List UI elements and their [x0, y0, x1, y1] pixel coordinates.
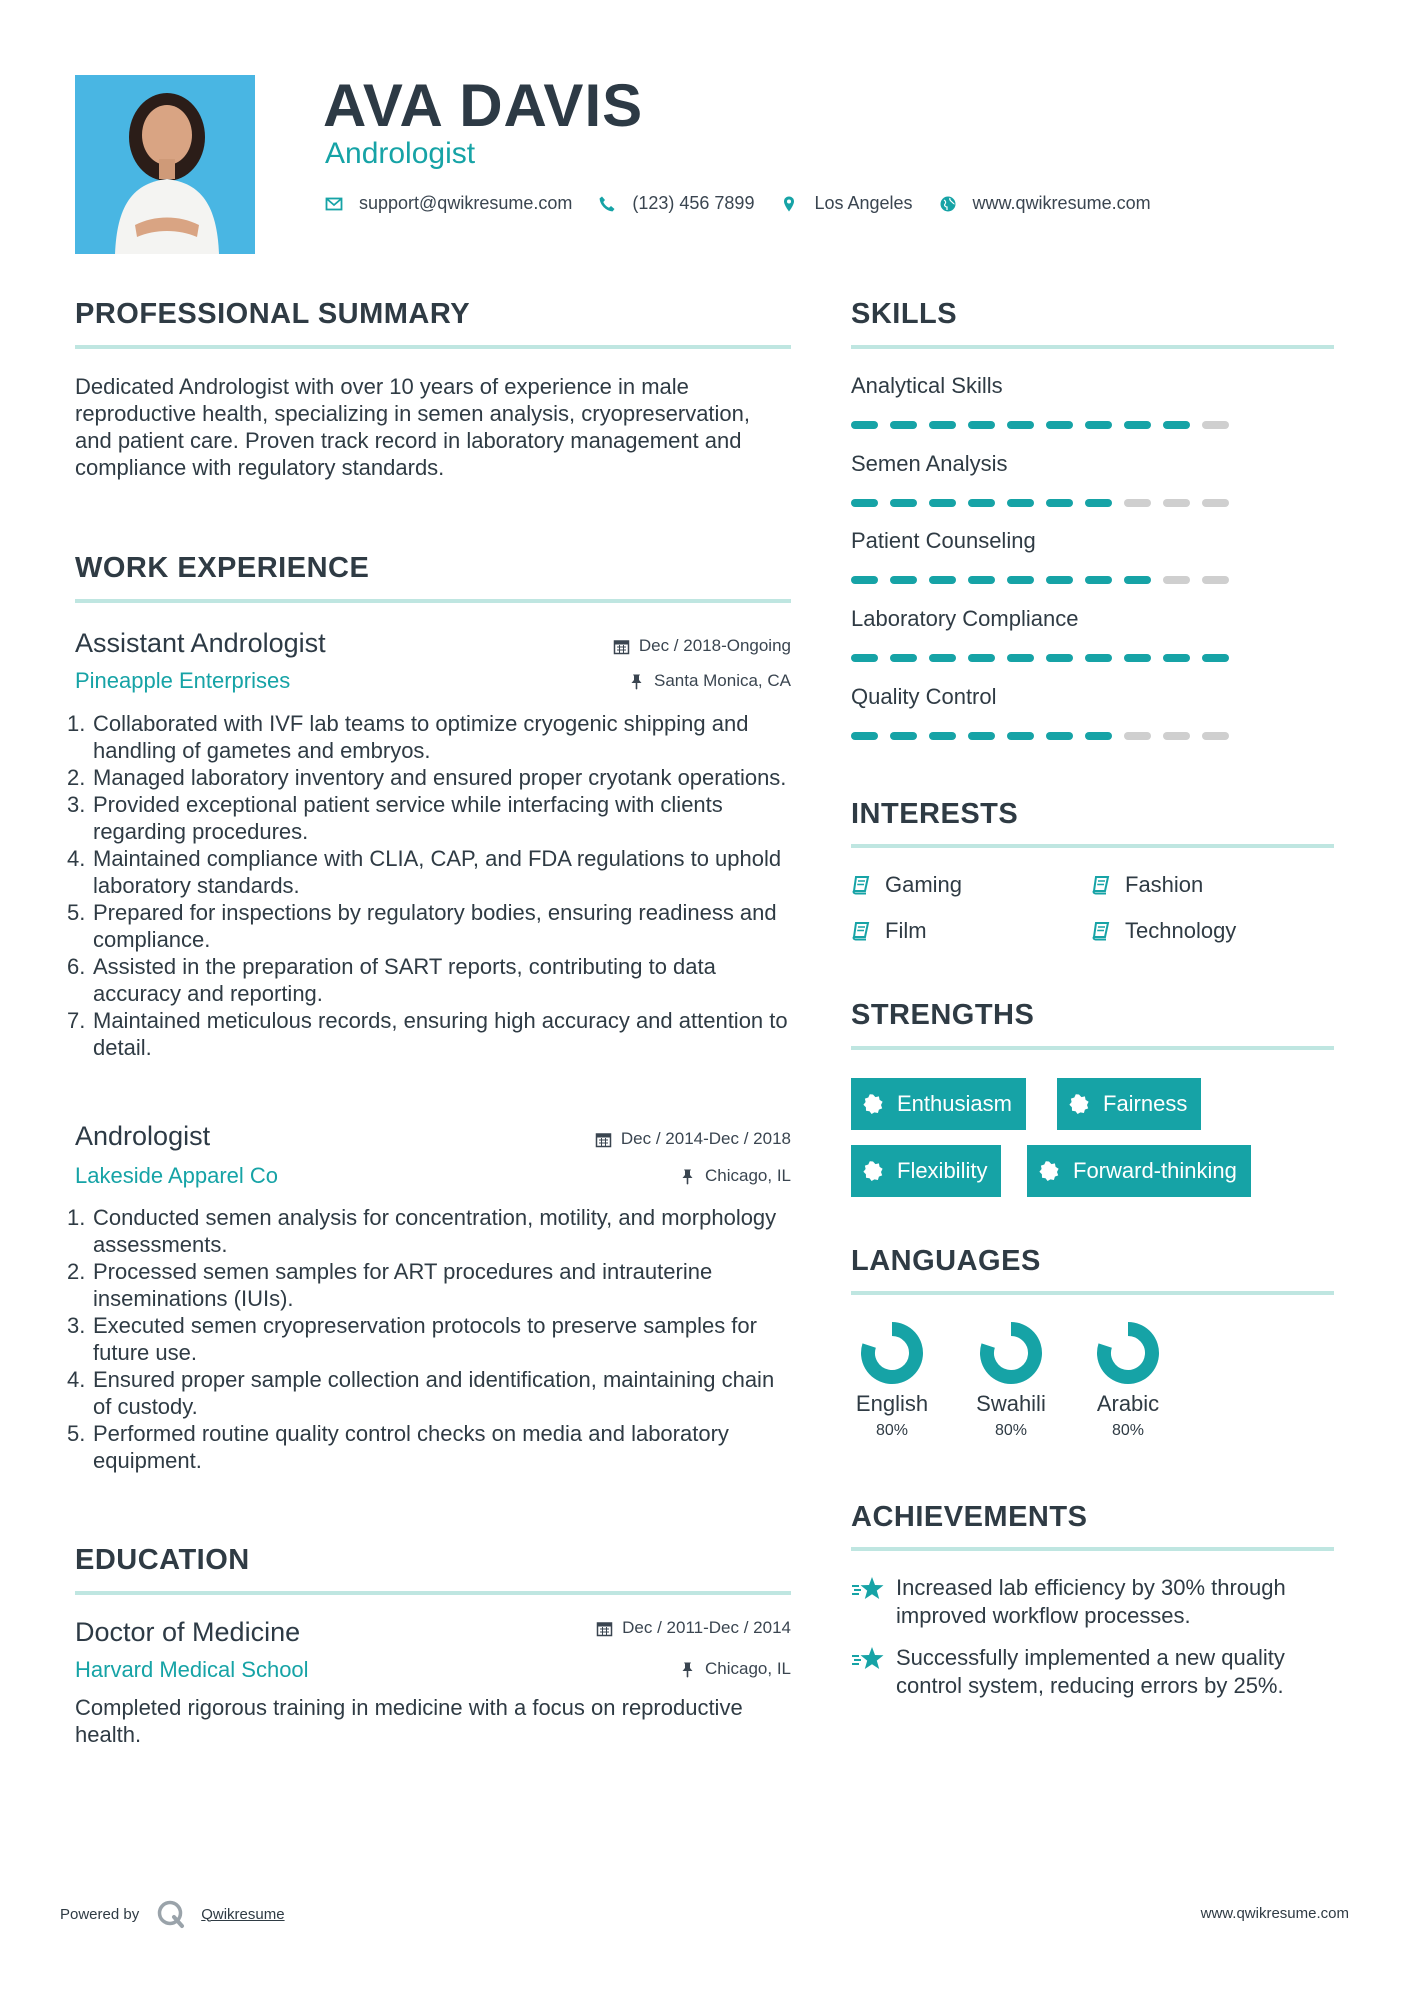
shooting-star-icon	[851, 1576, 885, 1602]
language-proficiency-arc	[868, 1329, 916, 1377]
job-bullet: Assisted in the preparation of SART reports, contributing to data accuracy and reporting.	[93, 954, 716, 1006]
skill-segment-filled	[890, 654, 917, 662]
skill-segment-filled	[851, 654, 878, 662]
skill-segment-filled	[1085, 499, 1112, 507]
badge-icon	[863, 1094, 883, 1114]
skill-segment-filled	[890, 499, 917, 507]
skill-name: Patient Counseling	[851, 528, 1036, 553]
book-icon	[1091, 921, 1111, 941]
job-location-text: Santa Monica, CA	[653, 671, 791, 690]
skill-segment-filled	[1046, 654, 1073, 662]
language-item	[1086, 1318, 1170, 1442]
language-ring	[1093, 1318, 1163, 1388]
experience-divider	[75, 599, 791, 603]
book-icon	[1091, 875, 1111, 895]
skill-segment-filled	[1163, 654, 1190, 662]
contact-location-text: Los Angeles	[814, 193, 913, 213]
badge-icon	[1039, 1161, 1059, 1181]
achievement-item	[851, 1574, 1341, 1630]
language-name: Swahili	[976, 1391, 1046, 1416]
job-location	[628, 671, 791, 691]
globe-icon	[939, 195, 957, 213]
skill-segment-filled	[968, 421, 995, 429]
skill-segment-filled	[1007, 421, 1034, 429]
achievement-item	[851, 1644, 1341, 1700]
education-date	[596, 1618, 791, 1638]
strength-label: Flexibility	[897, 1158, 988, 1183]
profile-photo	[75, 75, 255, 254]
skill-segment-empty	[1163, 732, 1190, 740]
education-date-text: Dec / 2011-Dec / 2014	[622, 1618, 791, 1637]
strength-tag	[1027, 1145, 1251, 1197]
skills-heading: SKILLS	[851, 298, 958, 330]
calendar-icon	[595, 1131, 612, 1148]
education-divider	[75, 1591, 791, 1595]
school-name: Harvard Medical School	[75, 1657, 309, 1682]
contact-website-text: www.qwikresume.com	[972, 193, 1151, 213]
job-company: Pineapple Enterprises	[75, 668, 291, 693]
strength-tag	[851, 1078, 1026, 1130]
skill-level-bar	[851, 732, 1241, 740]
skill-level-bar	[851, 654, 1241, 662]
job-bullet: Executed semen cryopreservation protocols to preserve samples for future use.	[93, 1313, 757, 1365]
book-icon	[851, 921, 871, 941]
calendar-icon	[613, 638, 630, 655]
skill-segment-empty	[1163, 576, 1190, 584]
job-company: Lakeside Apparel Co	[75, 1163, 279, 1188]
education-heading: EDUCATION	[75, 1544, 250, 1576]
contact-email[interactable]	[325, 193, 572, 214]
job-bullet: Conducted semen analysis for concentration, motility, and morphology assessments.	[93, 1205, 777, 1257]
qwikresume-logo-icon	[155, 1898, 187, 1930]
job-bullet: Prepared for inspections by regulatory bodies, ensuring readiness and compliance.	[93, 900, 777, 952]
skill-segment-filled	[929, 421, 956, 429]
language-proficiency-arc	[1104, 1329, 1152, 1377]
achievement-text: Increased lab efficiency by 30% through improved workflow processes.	[896, 1575, 1286, 1628]
strength-tag	[1057, 1078, 1201, 1130]
achievement-text: Successfully implemented a new quality control system, reducing errors by 25%.	[896, 1645, 1285, 1698]
calendar-icon	[596, 1620, 613, 1637]
languages-heading: LANGUAGES	[851, 1245, 1041, 1277]
strengths-divider	[851, 1046, 1334, 1050]
strength-label: Enthusiasm	[897, 1091, 1012, 1116]
skill-segment-filled	[1202, 654, 1229, 662]
profile-photo-image	[75, 75, 255, 254]
skill-segment-filled	[1085, 421, 1112, 429]
skill-segment-filled	[929, 499, 956, 507]
badge-icon	[863, 1161, 883, 1181]
summary-divider	[75, 345, 791, 349]
contact-website[interactable]	[939, 193, 1151, 214]
skill-level-bar	[851, 499, 1241, 507]
pushpin-icon	[679, 1661, 696, 1678]
skill-segment-filled	[890, 732, 917, 740]
skill-segment-filled	[1007, 654, 1034, 662]
contact-phone-text: (123) 456 7899	[632, 193, 755, 213]
skill-segment-filled	[1085, 732, 1112, 740]
skill-segment-filled	[1124, 654, 1151, 662]
envelope-icon	[325, 195, 343, 213]
strength-label: Forward-thinking	[1073, 1158, 1237, 1183]
interest-item	[1091, 872, 1203, 898]
skill-name: Laboratory Compliance	[851, 606, 1079, 631]
strength-label: Fairness	[1103, 1091, 1188, 1116]
skill-segment-filled	[929, 732, 956, 740]
contact-email-text: support@qwikresume.com	[359, 193, 573, 213]
skill-segment-filled	[1085, 576, 1112, 584]
contact-location	[780, 193, 912, 214]
job-date	[613, 636, 791, 656]
shooting-star-icon	[851, 1646, 885, 1672]
skill-segment-filled	[1007, 576, 1034, 584]
skill-segment-filled	[1046, 421, 1073, 429]
language-percent: 80%	[994, 1422, 1028, 1439]
skill-segment-filled	[929, 654, 956, 662]
job-date	[595, 1129, 791, 1149]
interest-label: Film	[885, 918, 927, 943]
skill-segment-filled	[890, 576, 917, 584]
skill-segment-filled	[929, 576, 956, 584]
skill-segment-filled	[1124, 576, 1151, 584]
skill-segment-empty	[1163, 499, 1190, 507]
skill-segment-filled	[851, 421, 878, 429]
interests-divider	[851, 844, 1334, 848]
skills-divider	[851, 345, 1334, 349]
summary-heading: PROFESSIONAL SUMMARY	[75, 298, 471, 330]
skill-segment-filled	[851, 576, 878, 584]
language-ring	[976, 1318, 1046, 1388]
language-proficiency-arc	[987, 1329, 1035, 1377]
skill-segment-filled	[968, 654, 995, 662]
skill-segment-filled	[1046, 732, 1073, 740]
job-bullets	[67, 1204, 797, 1474]
interest-item	[1091, 918, 1236, 944]
job-bullets	[67, 710, 797, 1061]
skill-level-bar	[851, 421, 1241, 429]
skill-segment-filled	[890, 421, 917, 429]
skill-segment-empty	[1202, 421, 1229, 429]
footer-website[interactable]: www.qwikresume.com	[1200, 1905, 1349, 1922]
map-pin-icon	[780, 195, 798, 213]
job-bullet: Managed laboratory inventory and ensured proper cryotank operations.	[93, 765, 787, 790]
skill-segment-empty	[1124, 499, 1151, 507]
candidate-role: Andrologist	[325, 137, 476, 170]
job-date-text: Dec / 2018-Ongoing	[638, 636, 791, 655]
phone-icon	[598, 195, 616, 213]
education-location-text: Chicago, IL	[705, 1659, 791, 1678]
qwikresume-link[interactable]: Qwikresume	[201, 1905, 285, 1923]
degree-title: Doctor of Medicine	[75, 1617, 301, 1647]
job-title: Assistant Andrologist	[75, 628, 326, 658]
job-location	[679, 1166, 791, 1186]
experience-heading: WORK EXPERIENCE	[75, 552, 370, 584]
achievements-divider	[851, 1547, 1334, 1551]
skill-segment-filled	[1007, 499, 1034, 507]
job-bullet: Provided exceptional patient service while interfacing with clients regarding procedures.	[93, 792, 723, 844]
language-ring	[857, 1318, 927, 1388]
skill-segment-filled	[851, 732, 878, 740]
interest-label: Fashion	[1125, 872, 1204, 897]
achievements-heading: ACHIEVEMENTS	[851, 1501, 1088, 1533]
job-bullet: Processed semen samples for ART procedures and intrauterine inseminations (IUIs).	[93, 1259, 713, 1311]
skill-segment-filled	[968, 732, 995, 740]
pushpin-icon	[628, 673, 645, 690]
skill-segment-filled	[968, 499, 995, 507]
footer-powered-by	[60, 1898, 285, 1930]
job-bullet: Maintained compliance with CLIA, CAP, and FDA regulations to uphold laboratory standards.	[93, 846, 782, 898]
skill-segment-empty	[1124, 732, 1151, 740]
strengths-heading: STRENGTHS	[851, 999, 1035, 1031]
skill-segment-filled	[1163, 421, 1190, 429]
education-description: Completed rigorous training in medicine with a focus on reproductive health.	[75, 1695, 743, 1747]
interest-label: Technology	[1125, 918, 1237, 943]
skill-segment-filled	[968, 576, 995, 584]
candidate-name: AVA DAVIS	[323, 72, 644, 139]
language-percent: 80%	[875, 1422, 909, 1439]
summary-text: Dedicated Andrologist with over 10 years of experience in male reproductive health, specializing in semen analysis, cryopreservation, and patient care. Proven track record in laboratory management and compliance with regulatory standards.	[75, 374, 751, 480]
skill-segment-empty	[1202, 732, 1229, 740]
skill-level-bar	[851, 576, 1241, 584]
education-location	[679, 1659, 791, 1679]
interest-item	[851, 918, 927, 944]
job-title: Andrologist	[75, 1121, 211, 1151]
strength-tag	[851, 1145, 1001, 1197]
skill-segment-filled	[1085, 654, 1112, 662]
language-name: English	[855, 1391, 929, 1416]
languages-divider	[851, 1291, 1334, 1295]
skill-segment-filled	[1046, 576, 1073, 584]
language-item	[969, 1318, 1053, 1442]
job-bullet: Maintained meticulous records, ensuring high accuracy and attention to detail.	[93, 1008, 788, 1060]
interests-heading: INTERESTS	[851, 798, 1019, 830]
powered-by-label: Powered by	[60, 1905, 140, 1923]
skill-segment-empty	[1202, 576, 1229, 584]
contact-row	[325, 193, 1177, 214]
skill-segment-empty	[1202, 499, 1229, 507]
job-bullet: Performed routine quality control checks on media and laboratory equipment.	[93, 1421, 729, 1473]
interest-label: Gaming	[885, 872, 963, 897]
skill-segment-filled	[1124, 421, 1151, 429]
interest-item	[851, 872, 962, 898]
language-item	[850, 1318, 934, 1442]
job-bullet: Collaborated with IVF lab teams to optimize cryogenic shipping and handling of gametes and embryos.	[93, 711, 749, 763]
language-name: Arabic	[1096, 1391, 1160, 1416]
job-date-text: Dec / 2014-Dec / 2018	[620, 1129, 791, 1148]
pushpin-icon	[679, 1168, 696, 1185]
contact-phone[interactable]	[598, 193, 754, 214]
job-location-text: Chicago, IL	[705, 1166, 791, 1185]
skill-segment-filled	[1007, 732, 1034, 740]
skill-segment-filled	[851, 499, 878, 507]
skill-segment-filled	[1046, 499, 1073, 507]
job-bullet: Ensured proper sample collection and identification, maintaining chain of custody.	[93, 1367, 775, 1419]
badge-icon	[1069, 1094, 1089, 1114]
book-icon	[851, 875, 871, 895]
language-percent: 80%	[1111, 1422, 1145, 1439]
skill-name: Semen Analysis	[851, 451, 1008, 476]
skill-name: Quality Control	[851, 684, 997, 709]
skill-name: Analytical Skills	[851, 373, 1003, 398]
